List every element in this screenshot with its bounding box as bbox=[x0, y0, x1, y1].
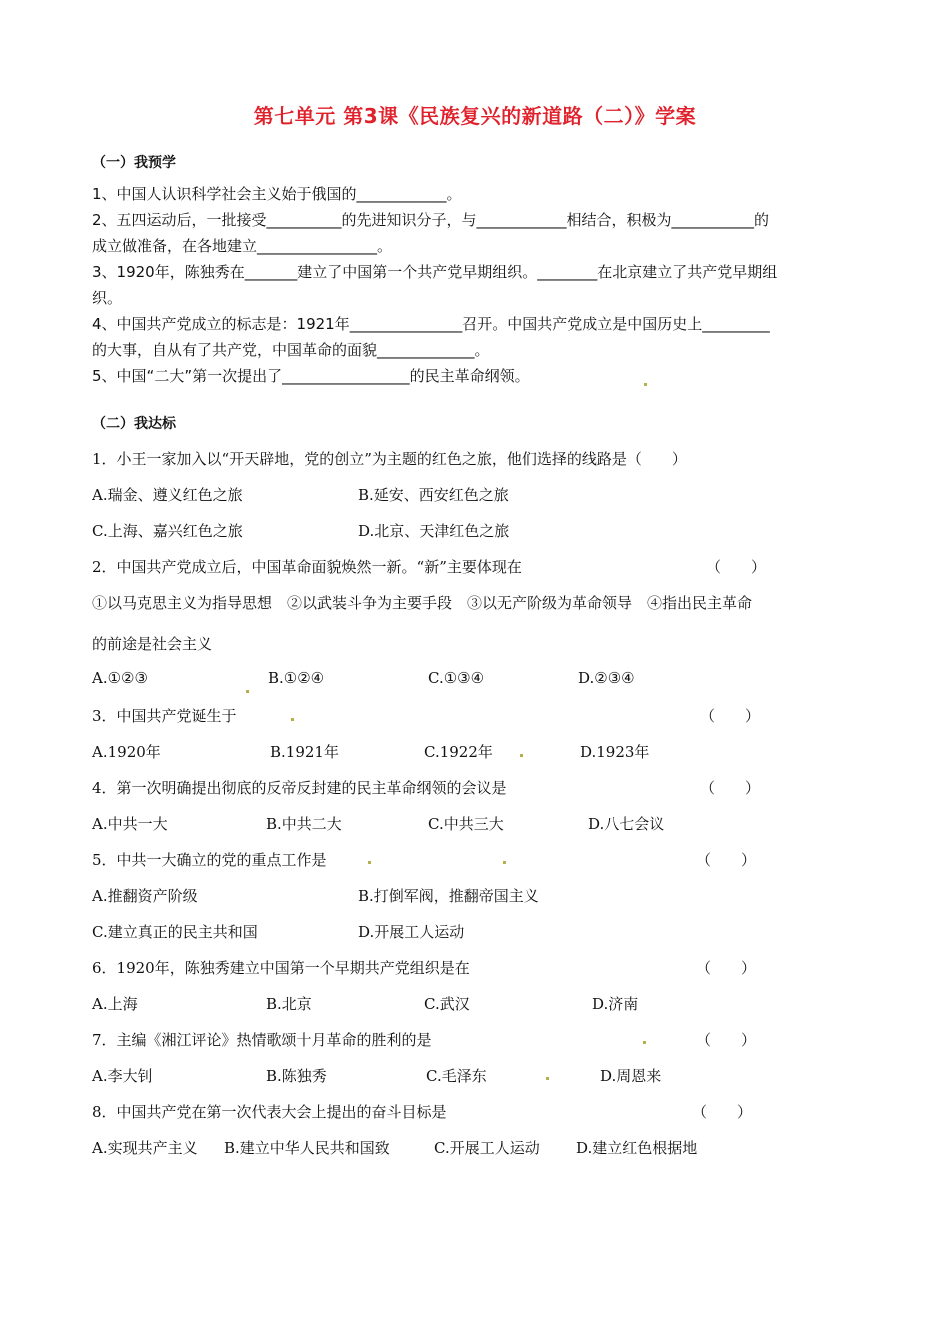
scan-speck bbox=[291, 718, 294, 721]
prelearn-line: 1、中国人认识科学社会主义始于俄国的____________。 bbox=[92, 185, 462, 203]
scan-speck bbox=[368, 861, 371, 864]
question-statements: 的前途是社会主义 bbox=[92, 635, 213, 653]
question-stem: 7．主编《湘江评论》热情歌颂十月革命的胜利的是 bbox=[92, 1031, 432, 1049]
prelearn-line: 3、1920年，陈独秀在_______建立了中国第一个共产党早期组织。________在北京建立了共产党早期组 bbox=[92, 263, 778, 281]
prelearn-line: 的大事，自从有了共产党，中国革命的面貌_____________。 bbox=[92, 341, 490, 359]
scan-speck bbox=[503, 861, 506, 864]
option-d: D.建立红色根据地 bbox=[576, 1139, 698, 1157]
option-d: D.开展工人运动 bbox=[358, 923, 465, 941]
option-c: C.1922年 bbox=[424, 743, 493, 761]
scan-speck bbox=[643, 1041, 646, 1044]
answer-paren: （ ） bbox=[700, 779, 761, 797]
question-statements: ①以马克思主义为指导思想 ②以武装斗争为主要手段 ③以无产阶级为革命领导 ④指出民主革命 bbox=[92, 594, 753, 612]
option-a: A.李大钊 bbox=[92, 1067, 153, 1085]
question-stem: 6．1920年，陈独秀建立中国第一个早期共产党组织是在 bbox=[92, 959, 470, 977]
scan-speck bbox=[546, 1077, 549, 1080]
option-b: B.中共二大 bbox=[266, 815, 342, 833]
question-stem: 5．中共一大确立的党的重点工作是 bbox=[92, 851, 327, 869]
option-c: C.①③④ bbox=[428, 669, 485, 687]
scan-speck bbox=[520, 754, 523, 757]
prelearn-line: 5、中国“二大”第一次提出了_________________的民主革命纲领。 bbox=[92, 367, 530, 385]
question-stem: 4．第一次明确提出彻底的反帝反封建的民主革命纲领的会议是 bbox=[92, 779, 507, 797]
option-a: A.1920年 bbox=[92, 743, 161, 761]
option-b: B.1921年 bbox=[270, 743, 339, 761]
question-stem: 3．中国共产党诞生于 bbox=[92, 707, 237, 725]
page-title: 第七单元 第3课《民族复兴的新道路（二）》学案 bbox=[253, 104, 697, 128]
option-a: A.①②③ bbox=[92, 669, 148, 687]
option-d: D.八七会议 bbox=[588, 815, 665, 833]
answer-paren: （ ） bbox=[692, 1103, 753, 1121]
option-d: D.周恩来 bbox=[600, 1067, 662, 1085]
option-c: C.武汉 bbox=[424, 995, 470, 1013]
option-b: B.陈独秀 bbox=[266, 1067, 327, 1085]
option-a: A.瑞金、遵义红色之旅 bbox=[92, 486, 243, 504]
question-stem: 8．中国共产党在第一次代表大会上提出的奋斗目标是 bbox=[92, 1103, 447, 1121]
prelearn-line: 成立做准备，在各地建立________________。 bbox=[92, 237, 393, 255]
option-a: A.推翻资产阶级 bbox=[92, 887, 198, 905]
answer-paren: （ ） bbox=[700, 707, 761, 725]
prelearn-line: 2、五四运动后，一批接受__________的先进知识分子，与____________相结合，积极为___________的 bbox=[92, 211, 770, 229]
section-heading-practice: （二）我达标 bbox=[92, 416, 176, 432]
prelearn-block bbox=[92, 181, 870, 389]
option-a: A.上海 bbox=[92, 995, 138, 1013]
question-stem: 2．中国共产党成立后，中国革命面貌焕然一新。“新”主要体现在 bbox=[92, 558, 522, 576]
scan-speck bbox=[246, 690, 249, 693]
option-c: C.开展工人运动 bbox=[434, 1139, 540, 1157]
option-b: B.延安、西安红色之旅 bbox=[358, 486, 509, 504]
option-d: D.1923年 bbox=[580, 743, 650, 761]
prelearn-line: 4、中国共产党成立的标志是：1921年_______________召开。中国共产党成立是中国历史上_________ bbox=[92, 315, 770, 333]
option-c: C.中共三大 bbox=[428, 815, 504, 833]
answer-paren: （ ） bbox=[706, 558, 767, 576]
option-c: C.上海、嘉兴红色之旅 bbox=[92, 522, 243, 540]
scan-speck bbox=[644, 383, 647, 386]
answer-paren: （ ） bbox=[696, 1031, 757, 1049]
option-d: D.北京、天津红色之旅 bbox=[358, 522, 510, 540]
option-d: D.济南 bbox=[592, 995, 639, 1013]
answer-paren: （ ） bbox=[696, 959, 757, 977]
section-heading-prelearn: （一）我预学 bbox=[92, 155, 176, 171]
option-b: B.①②④ bbox=[268, 669, 325, 687]
option-a: A.中共一大 bbox=[92, 815, 168, 833]
option-b: B.建立中华人民共和国致 bbox=[224, 1139, 390, 1157]
option-a: A.实现共产主义 bbox=[92, 1139, 198, 1157]
option-b: B.打倒军阀，推翻帝国主义 bbox=[358, 887, 539, 905]
option-c: C.毛泽东 bbox=[426, 1067, 487, 1085]
option-d: D.②③④ bbox=[578, 669, 635, 687]
option-c: C.建立真正的民主共和国 bbox=[92, 923, 258, 941]
option-b: B.北京 bbox=[266, 995, 312, 1013]
question-stem: 1．小王一家加入以“开天辟地，党的创立”为主题的红色之旅，他们选择的线路是（ ） bbox=[92, 450, 687, 468]
prelearn-line: 织。 bbox=[92, 289, 123, 307]
answer-paren: （ ） bbox=[696, 851, 757, 869]
